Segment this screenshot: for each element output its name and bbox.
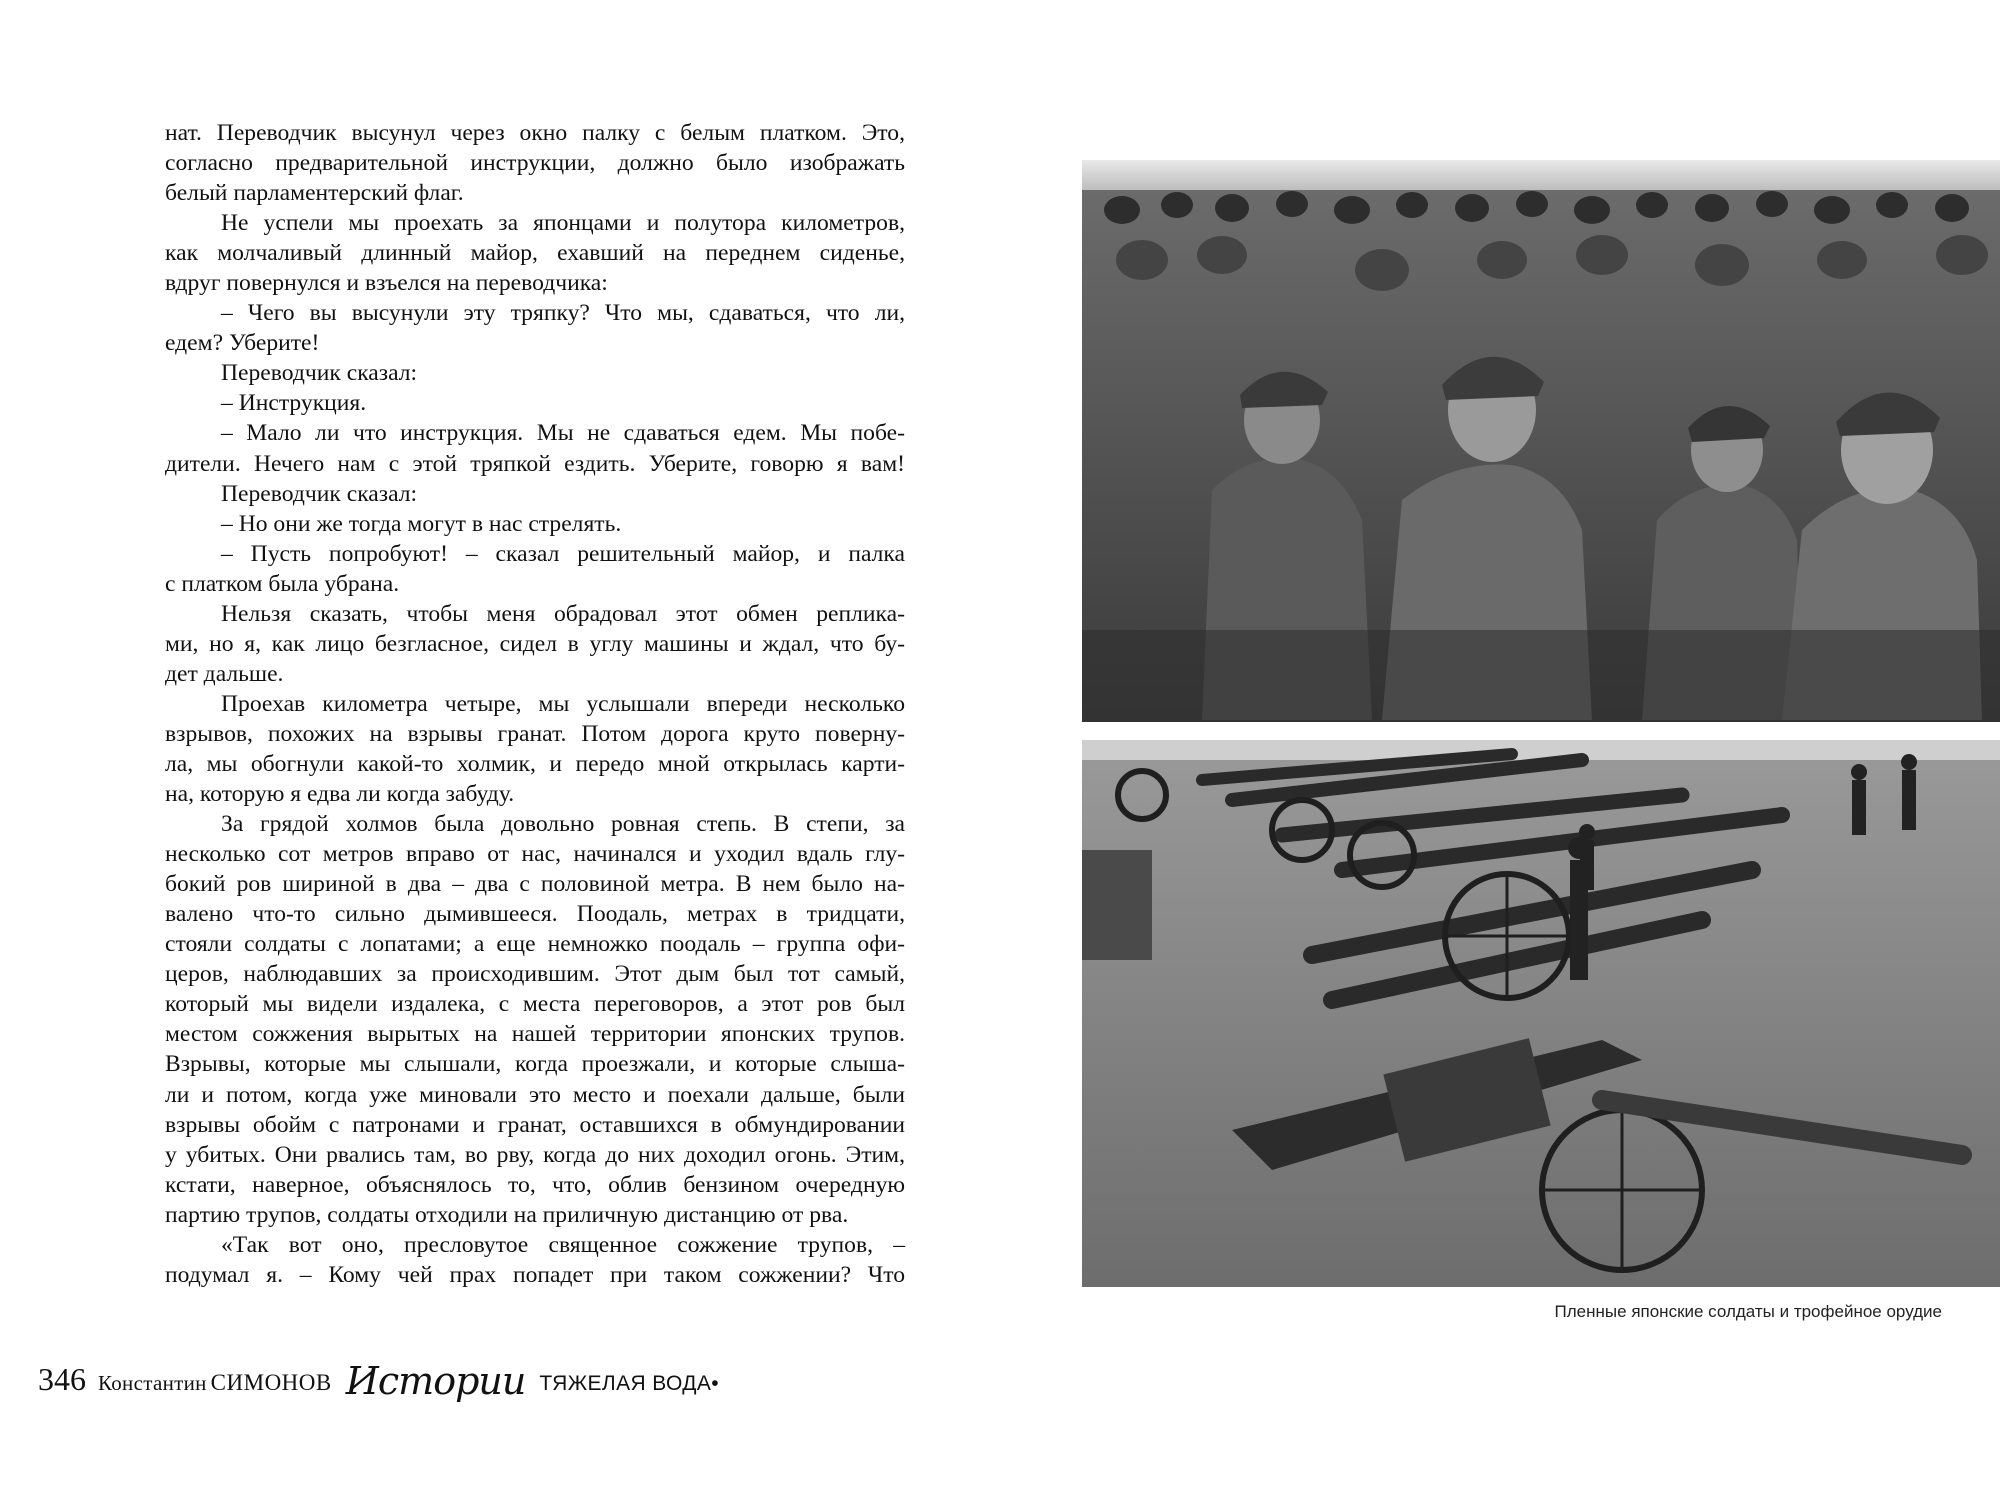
text-line: Переводчик сказал: bbox=[221, 360, 418, 387]
text-line: Переводчик сказал: bbox=[221, 480, 418, 507]
text-line: ла, мы обогнули какой-то холмик, и передо мной открылась карти- bbox=[165, 750, 905, 777]
text-line: на, которую я едва ли когда забуду. bbox=[165, 781, 515, 808]
text-line: местом сожжения вырытых на нашей территории японских трупов. bbox=[165, 1021, 905, 1048]
text-line: партию трупов, солдаты отходили на приличную дистанцию от рва. bbox=[165, 1201, 849, 1228]
text-line: – Мало ли что инструкция. Мы не сдаваться едем. Мы побе- bbox=[221, 420, 905, 447]
text-line: Нельзя сказать, чтобы меня обрадовал этот обмен реплика- bbox=[221, 600, 905, 627]
text-line: дет дальше. bbox=[165, 660, 284, 687]
text-line: церов, наблюдавших за происходившим. Этот дым был тот самый, bbox=[165, 961, 905, 988]
body-text bbox=[165, 118, 905, 1290]
figure-caption: Пленные японские солдаты и трофейное орудие bbox=[1554, 1302, 1942, 1321]
series-title: Истории bbox=[345, 1359, 526, 1403]
text-line: ли и потом, когда уже миновали это место и поехали дальше, были bbox=[165, 1081, 905, 1108]
text-line: дители. Нечего нам с этой тряпкой ездить. Уберите, говорю я вам! bbox=[165, 450, 905, 477]
text-line: как молчаливый длинный майор, ехавший на переднем сиденье, bbox=[165, 240, 905, 267]
text-line: который мы видели издалека, с места переговоров, а этот ров был bbox=[165, 991, 905, 1018]
text-line: – Пусть попробуют! – сказал решительный майор, и палка bbox=[221, 540, 905, 567]
text-line: «Так вот оно, пресловутое священное сожжение трупов, – bbox=[221, 1231, 905, 1258]
text-line: едем? Уберите! bbox=[165, 330, 320, 357]
text-line: у убитых. Они рвались там, во рву, когда до них доходил огонь. Этим, bbox=[165, 1141, 905, 1168]
book-title: ТЯЖЕЛАЯ ВОДА• bbox=[539, 1372, 720, 1395]
text-line: валено что-то сильно дымившееся. Поодаль, метрах в тридцати, bbox=[165, 901, 905, 928]
text-line: – Чего вы высунули эту тряпку? Что мы, сдаваться, что ли, bbox=[221, 300, 905, 327]
text-line: взрывы обойм с патронами и гранат, оставшихся в обмундировании bbox=[165, 1111, 905, 1138]
text-line: несколько сот метров вправо от нас, начинался и уходил вдаль глу- bbox=[165, 841, 905, 868]
text-line: взрывов, похожих на взрывы гранат. Потом дорога круто поверну- bbox=[165, 720, 905, 747]
text-line: стояли солдаты с лопатами; а еще немножко поодаль – группа офи- bbox=[165, 931, 905, 958]
text-line: с платком была убрана. bbox=[165, 570, 400, 597]
text-line: белый парламентерский флаг. bbox=[165, 180, 464, 207]
text-line: вдруг повернулся и взъелся на переводчика: bbox=[165, 270, 608, 297]
author-first-name: Константин bbox=[98, 1371, 207, 1395]
text-line: нат. Переводчик высунул через окно палку с белым платком. Это, bbox=[165, 120, 905, 146]
text-line: согласно предварительной инструкции, должно было изображать bbox=[165, 150, 905, 177]
photo-seated-soldiers bbox=[1082, 160, 2000, 722]
text-line: Проехав километра четыре, мы услышали впереди несколько bbox=[221, 690, 905, 717]
page-footer bbox=[38, 1355, 720, 1403]
text-line: кстати, наверное, объяснялось то, что, облив бензином очередную bbox=[165, 1171, 905, 1198]
text-line: – Но они же тогда могут в нас стрелять. bbox=[221, 510, 622, 537]
page-number: 346 bbox=[38, 1361, 86, 1397]
photo-captured-guns bbox=[1082, 740, 2000, 1287]
text-line: Взрывы, которые мы слышали, когда проезжали, и которые слыша- bbox=[165, 1051, 905, 1078]
artillery-photo-illustration bbox=[1082, 740, 2000, 1287]
text-line: Не успели мы проехать за японцами и полутора километров, bbox=[221, 210, 905, 237]
text-line: бокий ров шириной в два – два с половиной метра. В нем было на- bbox=[165, 871, 905, 898]
text-line: За грядой холмов была довольно ровная степь. В степи, за bbox=[221, 811, 905, 838]
author-last-name: СИМОНОВ bbox=[210, 1370, 332, 1395]
text-line: – Инструкция. bbox=[221, 390, 367, 417]
text-line: ми, но я, как лицо безгласное, сидел в углу машины и ждал, что бу- bbox=[165, 630, 905, 657]
text-line: подумал я. – Кому чей прах попадет при таком сожжении? Что bbox=[165, 1261, 905, 1288]
soldiers-photo-illustration bbox=[1082, 160, 2000, 722]
